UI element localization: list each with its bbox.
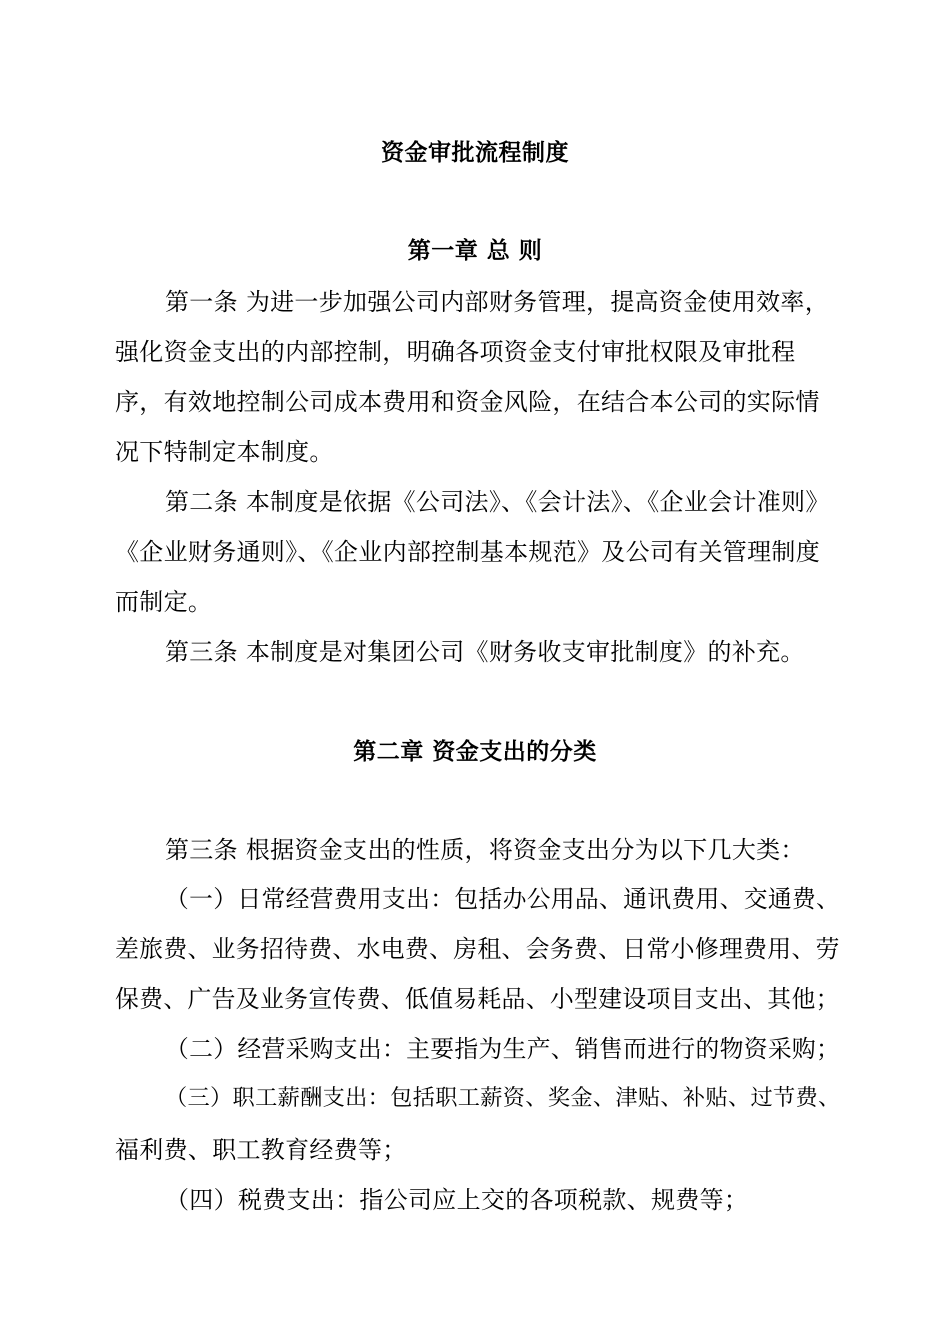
- chapter-2-line: （三）职工薪酬支出：包括职工薪资、奖金、津贴、补贴、过节费、: [165, 1085, 841, 1111]
- chapter-2-line: 差旅费、业务招待费、水电费、房租、会务费、日常小修理费用、劳: [115, 935, 840, 963]
- chapter-2-line: （四）税费支出：指公司应上交的各项税款、规费等；: [165, 1186, 749, 1214]
- chapter-1-line: 第二条 本制度是依据《公司法》、《会计法》、《企业会计准则》: [165, 488, 830, 516]
- chapter-1-line: 而制定。: [115, 588, 213, 616]
- chapter-2-line: 福利费、职工教育经费等；: [115, 1136, 407, 1164]
- chapter-1-line: 《企业财务通则》、《企业内部控制基本规范》及公司有关管理制度: [115, 538, 820, 566]
- chapter-2-line: （二）经营采购支出：主要指为生产、销售而进行的物资采购；: [165, 1035, 841, 1063]
- chapter-1-heading: 第一章 总 则: [407, 237, 543, 264]
- chapter-1-line: 强化资金支出的内部控制，明确各项资金支付审批权限及审批程: [115, 338, 796, 366]
- chapter-1-line: 况下特制定本制度。: [115, 438, 334, 466]
- chapter-1-line: 序，有效地控制公司成本费用和资金风险，在结合本公司的实际情: [115, 388, 820, 416]
- chapter-2-line: 第三条 根据资金支出的性质，将资金支出分为以下几大类：: [165, 836, 805, 864]
- chapter-2-line: （一）日常经营费用支出：包括办公用品、通讯费用、交通费、: [165, 885, 841, 913]
- chapter-2-line: 保费、广告及业务宣传费、低值易耗品、小型建设项目支出、其他；: [115, 985, 840, 1013]
- chapter-2-heading: 第二章 资金支出的分类: [353, 738, 597, 765]
- chapter-1-line: 第三条 本制度是对集团公司《财务收支审批制度》的补充。: [165, 638, 805, 666]
- document-title: 资金审批流程制度: [381, 139, 569, 166]
- chapter-1-line: 第一条 为进一步加强公司内部财务管理，提高资金使用效率，: [165, 288, 830, 316]
